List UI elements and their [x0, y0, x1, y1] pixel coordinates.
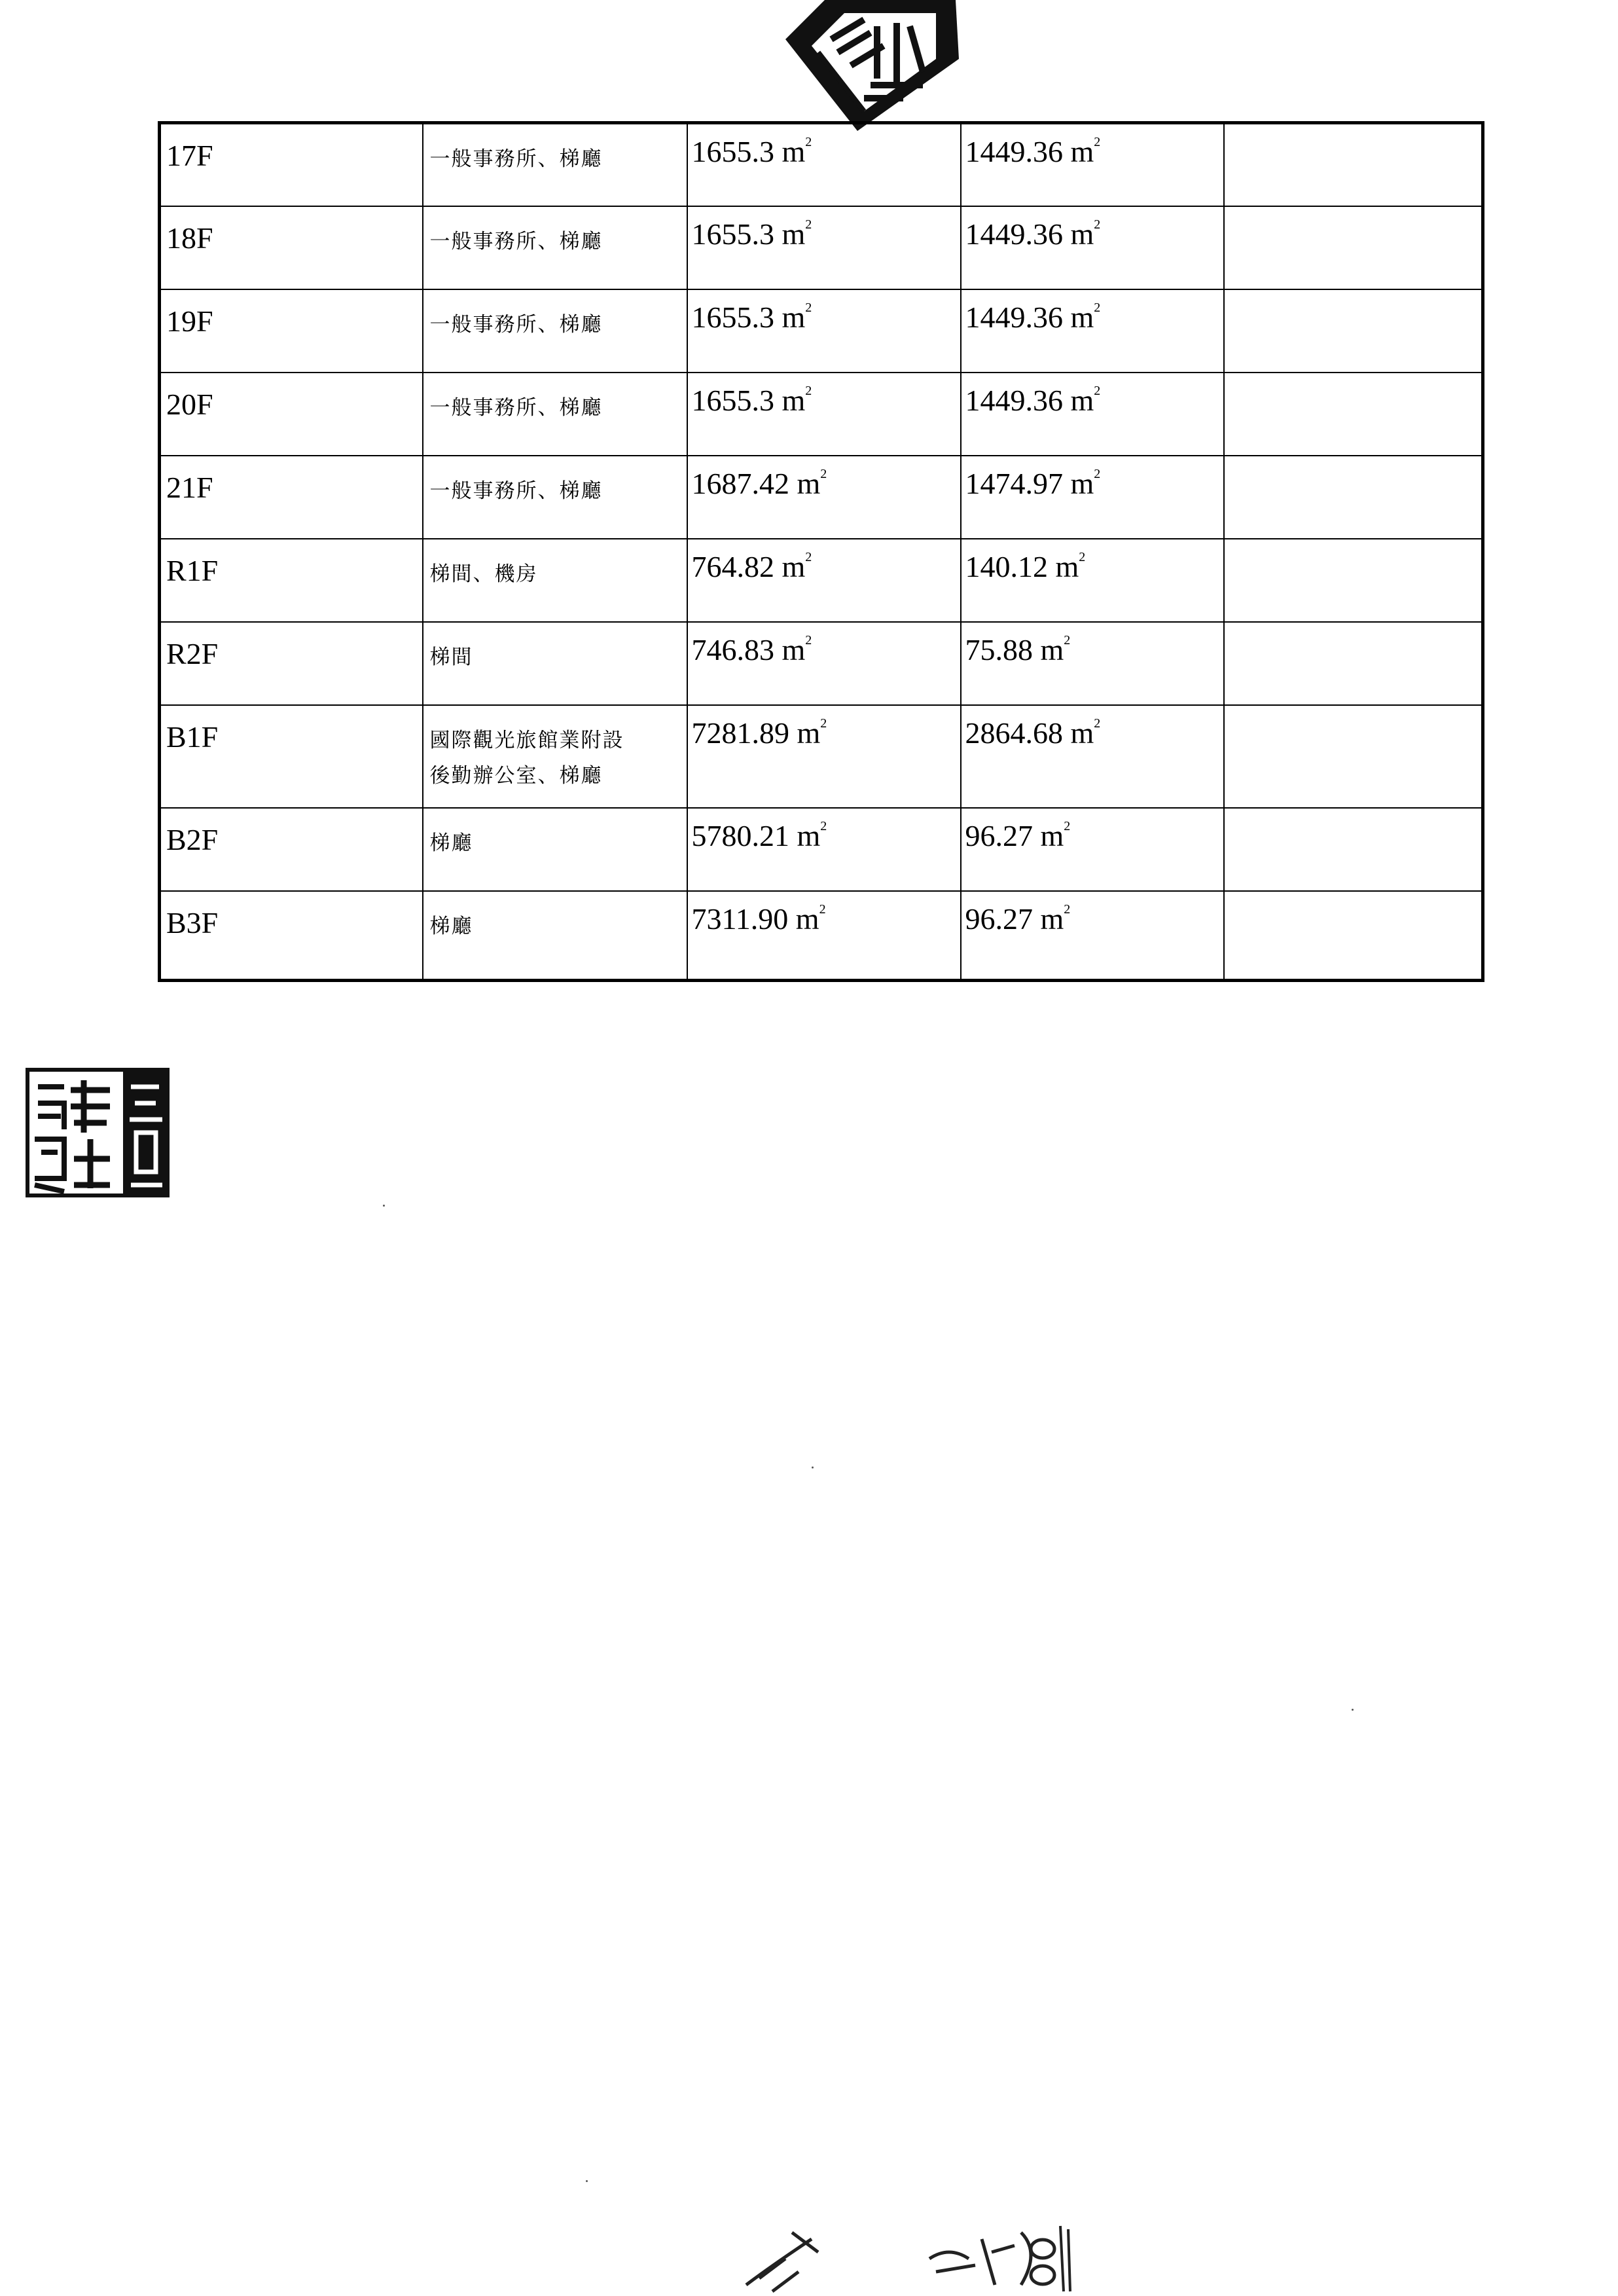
- scan-speck: [383, 1205, 385, 1207]
- area-cell: [687, 123, 961, 206]
- use-cell: [423, 705, 687, 808]
- floor-cell: B2F: [160, 808, 423, 891]
- square-seal-icon: [25, 1067, 170, 1198]
- use-line: 後勤辦公室、梯廳: [429, 763, 603, 788]
- area-value: 75.88: [965, 632, 1033, 666]
- unit-label: $m^2$: [1040, 902, 1071, 936]
- use-line: 一般事務所、梯廳: [429, 479, 603, 503]
- area-value: 7311.90: [691, 902, 789, 936]
- use-line: 國際觀光旅館業附設: [429, 728, 624, 752]
- floor-area-table: [158, 121, 1484, 982]
- unit-label: $m^2$: [1055, 549, 1086, 583]
- unit-label: $m^2$: [1070, 383, 1101, 417]
- area-value: 7281.89: [691, 716, 789, 750]
- unit-label: $m^2$: [1070, 716, 1101, 750]
- area-value: 2864.68: [965, 716, 1063, 750]
- note-cell: [1224, 891, 1483, 981]
- floor-cell: 21F: [160, 456, 423, 539]
- unit-label: $m^2$: [782, 383, 812, 417]
- scan-speck: [586, 2180, 588, 2182]
- unit-label: $m^2$: [1040, 818, 1071, 852]
- use-line: 梯間: [429, 645, 473, 669]
- area-value: 1655.3: [691, 300, 774, 334]
- unit-label: $m^2$: [782, 549, 812, 583]
- floor-cell: B3F: [160, 891, 423, 981]
- use-cell: [423, 808, 687, 891]
- table-row: [160, 373, 1483, 456]
- area-value: 1449.36: [965, 383, 1063, 417]
- use-cell: [423, 289, 687, 373]
- floor-cell: R1F: [160, 539, 423, 622]
- use-cell: [423, 456, 687, 539]
- use-cell: [423, 539, 687, 622]
- area2-cell: [961, 705, 1224, 808]
- note-cell: [1224, 622, 1483, 705]
- area-cell: [687, 622, 961, 705]
- floor-cell: 18F: [160, 206, 423, 289]
- use-line: 梯廳: [429, 831, 473, 855]
- table-row: [160, 808, 1483, 891]
- area-cell: [687, 373, 961, 456]
- use-cell: [423, 373, 687, 456]
- area-cell: [687, 206, 961, 289]
- unit-label: $m^2$: [797, 716, 827, 750]
- note-cell: [1224, 539, 1483, 622]
- area-cell: [687, 705, 961, 808]
- area-cell: [687, 456, 961, 539]
- area-value: 1449.36: [965, 217, 1063, 251]
- unit-label: $m^2$: [797, 818, 827, 852]
- floor-cell: B1F: [160, 705, 423, 808]
- area-value: 5780.21: [691, 818, 789, 852]
- note-cell: [1224, 808, 1483, 891]
- area2-cell: [961, 891, 1224, 981]
- table-row: [160, 622, 1483, 705]
- area-value: 96.27: [965, 902, 1033, 936]
- area2-cell: [961, 622, 1224, 705]
- unit-label: $m^2$: [782, 632, 812, 666]
- unit-label: $m^2$: [782, 300, 812, 334]
- unit-label: $m^2$: [1070, 135, 1101, 168]
- area-value: 1655.3: [691, 383, 774, 417]
- table-row: [160, 123, 1483, 206]
- unit-label: $m^2$: [797, 466, 827, 500]
- area2-cell: [961, 808, 1224, 891]
- unit-label: $m^2$: [782, 217, 812, 251]
- area2-cell: [961, 289, 1224, 373]
- area2-cell: [961, 539, 1224, 622]
- unit-label: $m^2$: [1070, 300, 1101, 334]
- use-line: 梯廳: [429, 914, 473, 938]
- area-value: 140.12: [965, 549, 1048, 583]
- table-row: [160, 206, 1483, 289]
- use-cell: [423, 622, 687, 705]
- area2-cell: [961, 206, 1224, 289]
- area-value: 1655.3: [691, 135, 774, 168]
- use-line: 一般事務所、梯廳: [429, 395, 603, 420]
- unit-label: $m^2$: [1070, 217, 1101, 251]
- table-row: [160, 891, 1483, 981]
- use-cell: [423, 123, 687, 206]
- table-row: [160, 539, 1483, 622]
- table-row: [160, 289, 1483, 373]
- use-line: 一般事務所、梯廳: [429, 147, 603, 171]
- area-cell: [687, 289, 961, 373]
- area-cell: [687, 539, 961, 622]
- note-cell: [1224, 123, 1483, 206]
- scan-speck: [812, 1467, 814, 1468]
- area-cell: [687, 891, 961, 981]
- area2-cell: [961, 373, 1224, 456]
- note-cell: [1224, 373, 1483, 456]
- table-row: [160, 456, 1483, 539]
- note-cell: [1224, 456, 1483, 539]
- area-cell: [687, 808, 961, 891]
- floor-cell: R2F: [160, 622, 423, 705]
- unit-label: $m^2$: [1070, 466, 1101, 500]
- area-value: 1687.42: [691, 466, 789, 500]
- unit-label: $m^2$: [1040, 632, 1071, 666]
- unit-label: $m^2$: [782, 135, 812, 168]
- floor-cell: 19F: [160, 289, 423, 373]
- diamond-stamp-icon: [772, 0, 962, 131]
- area-value: 1449.36: [965, 135, 1063, 168]
- use-line: 梯間、機房: [429, 562, 538, 586]
- use-line: 一般事務所、梯廳: [429, 229, 603, 253]
- area-value: 1655.3: [691, 217, 774, 251]
- area-value: 1449.36: [965, 300, 1063, 334]
- area-value: 1474.97: [965, 466, 1063, 500]
- table-body: [160, 123, 1483, 981]
- note-cell: [1224, 289, 1483, 373]
- note-cell: [1224, 206, 1483, 289]
- area-value: 746.83: [691, 632, 774, 666]
- area2-cell: [961, 456, 1224, 539]
- use-cell: [423, 891, 687, 981]
- use-line: 一般事務所、梯廳: [429, 312, 603, 337]
- floor-cell: 20F: [160, 373, 423, 456]
- table-row: [160, 705, 1483, 808]
- floor-cell: 17F: [160, 123, 423, 206]
- area-value: 96.27: [965, 818, 1033, 852]
- area2-cell: [961, 123, 1224, 206]
- use-cell: [423, 206, 687, 289]
- unit-label: $m^2$: [795, 902, 826, 936]
- signature-marks-icon: [733, 2213, 1073, 2296]
- area-value: 764.82: [691, 549, 774, 583]
- note-cell: [1224, 705, 1483, 808]
- scan-speck: [1352, 1709, 1354, 1711]
